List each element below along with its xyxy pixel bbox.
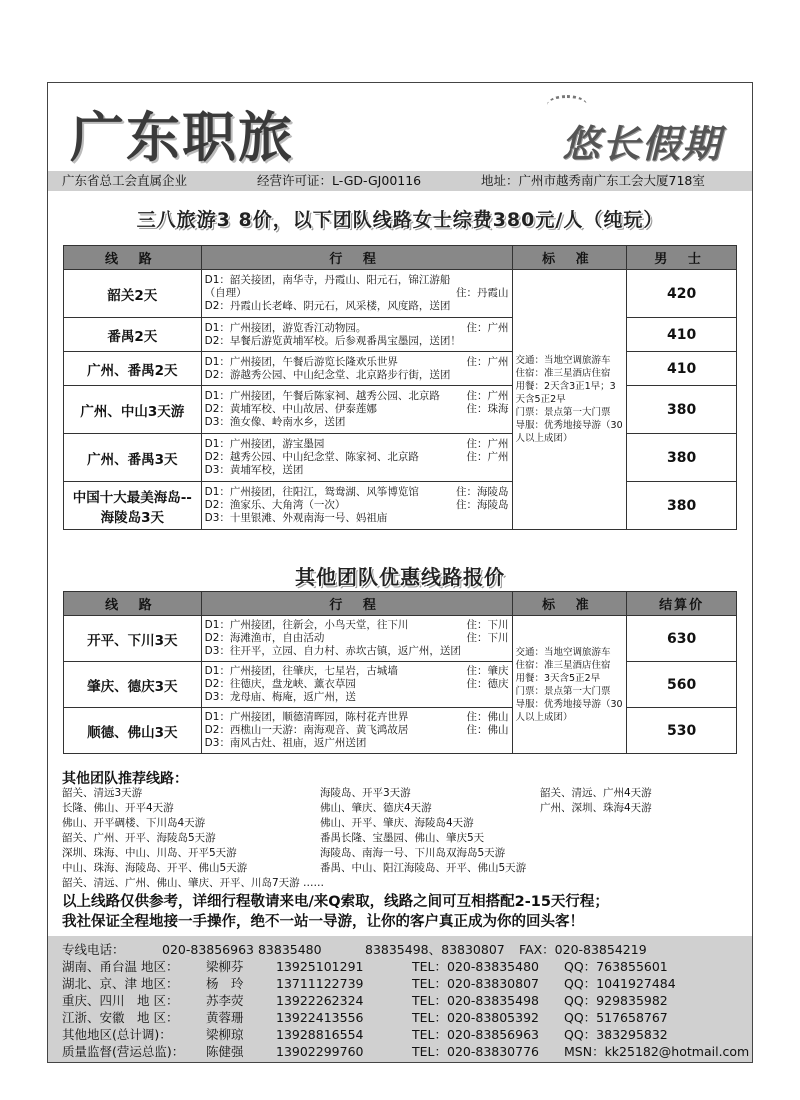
itinerary (201, 616, 512, 662)
itinerary-stay: 住：下川 (466, 619, 509, 631)
price-cell: 380 (627, 386, 737, 434)
itinerary-stay: 住：广州 (466, 390, 509, 402)
itinerary-day: （自理） (204, 287, 247, 299)
itinerary-line (205, 737, 509, 750)
itinerary-day: D3：往开平，立园、自力村、赤坎古镇，返广州，送团 (204, 645, 461, 657)
itinerary-line (205, 451, 509, 464)
recommend-item: 海陵岛、开平3天游 (320, 787, 411, 799)
recommend-item: 番禺、中山、阳江海陵岛、开平、佛山5天游 (320, 862, 527, 874)
itinerary-stay: 住：广州 (466, 438, 509, 450)
route-name: 番禺2天 (64, 318, 202, 352)
itinerary-line (205, 619, 509, 632)
recommend-item: 番禺长隆、宝墨园、佛山、肇庆5天 (320, 832, 485, 844)
itinerary-line (205, 403, 509, 416)
itinerary-day: D3：黄埔军校，送团 (204, 464, 304, 476)
col-header: 男 士 (627, 246, 737, 270)
col-header: 行 程 (201, 246, 512, 270)
recommend-item: 佛山、肇庆、德庆4天游 (320, 802, 432, 814)
itinerary (201, 708, 512, 754)
recommend-item: 佛山、开平碉楼、下川岛4天游 (62, 817, 206, 829)
itinerary-line (205, 322, 509, 335)
contact-phone: 13902299760 (276, 1044, 364, 1059)
contact-phone: 13928816554 (276, 1027, 364, 1042)
col-header: 标 准 (512, 592, 627, 616)
recommend-item: 韶关、清远、广州4天游 (540, 787, 652, 799)
recommend-item: 韶关、清远3天游 (62, 787, 143, 799)
itinerary-day: D2：渔家乐、大角湾（一次） (204, 499, 346, 511)
itinerary (201, 318, 512, 352)
contact-phone: 13711122739 (276, 976, 364, 991)
itinerary-stay: 住：广州 (466, 355, 509, 368)
itinerary-day: D2：越秀公园、中山纪念堂、陈家祠、北京路 (204, 451, 419, 463)
itinerary-line (205, 416, 509, 429)
col-header: 行 程 (201, 592, 512, 616)
price-cell: 410 (627, 352, 737, 386)
recommend-item: 韶关、广州、开平、海陵岛5天游 (62, 832, 216, 844)
table-row (64, 434, 737, 482)
itinerary-day: D3：十里银滩、外观南海一号、妈祖庙 (204, 512, 388, 524)
contact-phone: 13922262324 (276, 993, 364, 1008)
itinerary-stay: 住：海陵岛 (456, 499, 509, 511)
itinerary-stay: 住：珠海 (466, 403, 509, 415)
route-table-2 (63, 591, 737, 754)
info-bar (48, 171, 752, 191)
contact-tel: TEL：020-83835498 (412, 993, 539, 1008)
standard-info (512, 270, 627, 530)
itinerary-line (205, 438, 509, 451)
itinerary-day: D2：游越秀公园、中山纪念堂、北京路步行街，送团 (204, 368, 451, 381)
contact-qq: QQ：383295832 (564, 1027, 668, 1042)
company-label: 广东省总工会直属企业 (62, 173, 188, 188)
sun-icon (547, 95, 587, 115)
brand-logo-left: 广东职旅 (70, 105, 294, 169)
contact-qq: QQ：929835982 (564, 993, 668, 1008)
itinerary (201, 434, 512, 482)
notice-line: 以上线路仅供参考，详细行程敬请来电/来Q索取，线路之间可互相搭配2-15天行程； (62, 894, 609, 910)
itinerary-day: D2：西樵山一天游：南海观音、黄飞鸿故居 (204, 724, 409, 736)
table-row (64, 482, 737, 530)
table-row (64, 270, 737, 318)
recommend-item: 长隆、佛山、开平4天游 (62, 802, 174, 814)
itinerary-day: D1：广州接团，游览香江动物园。 (204, 321, 367, 334)
itinerary-stay: 住：广州 (466, 321, 509, 334)
itinerary-line (205, 645, 509, 658)
contact-tel: TEL：020-83835480 (412, 959, 539, 974)
route-name: 韶关2天 (64, 270, 202, 318)
contact-region: 湖南、甬台温 地区： (62, 959, 179, 974)
standard-line: 交通：当地空调旅游车 (515, 355, 611, 366)
contact-tel: FAX：020-83854219 (519, 942, 647, 957)
price-cell: 630 (627, 616, 737, 662)
banner-title: 三八旅游3 8价，以下团队线路女士综费380元/人（纯玩） (136, 209, 664, 231)
contact-region: 其他地区(总计调)： (62, 1027, 172, 1042)
itinerary (201, 482, 512, 530)
contact-name: 梁柳琼 (206, 1027, 244, 1042)
standard-line: 门票：景点第一大门票 (515, 407, 611, 418)
standard-line: 住宿：准三星酒店住宿 (515, 368, 611, 379)
itinerary-day: D2：丹霞山长老峰、阴元石，风采楼，风度路，送团 (204, 300, 451, 312)
itinerary-line (205, 691, 509, 704)
itinerary-day: D1：广州接团，顺德清晖园，陈村花卉世界 (204, 711, 409, 723)
contact-tel: TEL：020-83805392 (412, 1010, 539, 1025)
itinerary-line (205, 512, 509, 525)
recommend-title: 其他团队推荐线路： (62, 771, 188, 787)
itinerary-line (205, 464, 509, 477)
banner-other-routes: 其他团队优惠线路报价 (295, 565, 505, 589)
itinerary-line (205, 632, 509, 645)
notice-line: 我社保证全程地接一手操作，绝不一站一导游，让你的客户真正成为你的回头客！ (62, 914, 584, 930)
itinerary-day: D3：渔女像、岭南水乡，送团 (204, 416, 346, 428)
table-row (64, 708, 737, 754)
price-cell: 380 (627, 482, 737, 530)
itinerary-day: D2：早餐后游览黄埔军校。后参观番禺宝墨园，送团！ (204, 334, 461, 347)
contact-qq: QQ：517658767 (564, 1010, 668, 1025)
itinerary-day: D3：南风古灶、祖庙，返广州送团 (204, 737, 367, 749)
standard-line: 用餐：2天含3正1早；3天含5正2早 (515, 381, 616, 405)
itinerary-stay: 住：佛山 (466, 724, 509, 736)
itinerary-day: D1：广州接团，往阳江，鸳鸯湖、风筝博览馆 (204, 486, 419, 498)
itinerary-stay: 住：海陵岛 (456, 486, 509, 498)
itinerary-day: D1：广州接团，游宝墨园 (204, 438, 325, 450)
itinerary-stay: 住：下川 (466, 632, 509, 644)
itinerary-line (205, 499, 509, 512)
contact-name: 苏李荧 (206, 993, 244, 1008)
itinerary (201, 270, 512, 318)
address-label: 地址：广州市越秀南广东工会大厦718室 (481, 173, 705, 188)
route-name: 肇庆、德庆3天 (64, 662, 202, 708)
standard-line: 导服：优秀地接导游（30人以上成团） (515, 698, 623, 723)
contact-region: 专线电话： (62, 942, 125, 957)
price-cell: 380 (627, 434, 737, 482)
contact-tel: TEL：020-83856963 (412, 1027, 539, 1042)
license-label: 经营许可证：L-GD-GJ00116 (257, 173, 422, 188)
route-name: 广州、番禺3天 (64, 434, 202, 482)
contact-region: 质量监督(营运总监)： (62, 1044, 185, 1059)
route-name: 顺德、佛山3天 (64, 708, 202, 754)
recommend-item: 广州、深圳、珠海4天游 (540, 802, 652, 814)
itinerary-line (205, 274, 509, 287)
recommend-item: 深圳、珠海、中山、川岛、开平5天游 (62, 847, 237, 859)
contact-qq: QQ：763855601 (564, 959, 668, 974)
price-cell: 560 (627, 662, 737, 708)
itinerary (201, 662, 512, 708)
table-row (64, 386, 737, 434)
recommend-item: 佛山、开平、肇庆、海陵岛4天游 (320, 817, 474, 829)
itinerary-day: D1：广州接团，午餐后陈家祠、越秀公园、北京路 (204, 390, 440, 402)
table-row (64, 616, 737, 662)
contact-phone: 13922413556 (276, 1010, 364, 1025)
table-row (64, 662, 737, 708)
standard-line: 导服：优秀地接导游（30人以上成团） (515, 420, 623, 444)
itinerary-day: D1：韶关接团，南华寺，丹霞山、阳元石，锦江游船 (204, 274, 451, 286)
route-name: 开平、下川3天 (64, 616, 202, 662)
col-header: 线 路 (64, 246, 202, 270)
itinerary-day: D1：广州接团，往肇庆，七星岩，古城墙 (204, 665, 398, 677)
standard-info (512, 616, 627, 754)
itinerary-line (205, 678, 509, 691)
itinerary-line (205, 335, 509, 348)
standard-line: 用餐：3天含5正2早 (515, 672, 601, 684)
itinerary-day: D1：广州接团，往新会，小鸟天堂，往下川 (204, 619, 409, 631)
itinerary-line (205, 665, 509, 678)
itinerary-line (205, 287, 509, 300)
itinerary-stay: 住：德庆 (466, 678, 509, 690)
route-table-1 (63, 245, 737, 530)
contact-name: 陈健强 (206, 1044, 244, 1059)
recommend-item: 海陵岛、南海一号、下川岛双海岛5天游 (320, 847, 506, 859)
contact-region: 江浙、安徽 地 区： (62, 1010, 179, 1025)
contact-phone: 83835498、83830807 (365, 942, 505, 957)
itinerary (201, 386, 512, 434)
itinerary-line (205, 711, 509, 724)
itinerary (201, 352, 512, 386)
recommend-item: 韶关、清远、广州、佛山、肇庆、开平、川岛7天游 …… (62, 877, 325, 889)
route-name: 广州、中山3天游 (64, 386, 202, 434)
itinerary-line (205, 369, 509, 382)
itinerary-day: D2：黄埔军校、中山故居、伊泰莲娜 (204, 403, 377, 415)
itinerary-stay: 住：肇庆 (466, 665, 509, 677)
contact-phone: 13925101291 (276, 959, 364, 974)
itinerary-stay: 住：丹霞山 (456, 287, 509, 299)
contact-name: 黄蓉珊 (206, 1010, 244, 1025)
recommend-col-1 (62, 786, 324, 891)
notice (62, 892, 609, 932)
contact-name: 020-83856963 83835480 (162, 942, 322, 957)
itinerary-line (205, 724, 509, 737)
contact-qq: MSN：kk25182@hotmail.com (564, 1044, 750, 1059)
contact-name: 梁柳芬 (206, 959, 244, 974)
itinerary-stay: 住：佛山 (466, 711, 509, 723)
price-cell: 530 (627, 708, 737, 754)
route-name: 中国十大最美海岛--海陵岛3天 (64, 482, 202, 530)
itinerary-line (205, 356, 509, 369)
brand-logo-right: 悠长假期 (561, 121, 722, 166)
col-header: 标 准 (512, 246, 627, 270)
standard-line: 住宿：准三星酒店住宿 (515, 659, 611, 671)
itinerary-line (205, 390, 509, 403)
route-name: 广州、番禺2天 (64, 352, 202, 386)
itinerary-day: D3：龙母庙、梅庵，返广州，送 (204, 691, 356, 703)
contact-panel (48, 936, 752, 1062)
contact-qq: QQ：1041927484 (564, 976, 676, 991)
col-header: 线 路 (64, 592, 202, 616)
itinerary-day: D2：海滩渔市，自由活动 (204, 632, 325, 644)
contact-region: 湖北、京、津 地区： (62, 976, 179, 991)
recommend-col-2 (320, 786, 526, 876)
header (48, 83, 752, 171)
price-cell: 420 (627, 270, 737, 318)
contact-tel: TEL：020-83830807 (412, 976, 539, 991)
col-header: 结算价 (627, 592, 737, 616)
contact-tel: TEL：020-83830776 (412, 1044, 539, 1059)
itinerary-day: D1：广州接团，午餐后游览长隆欢乐世界 (204, 355, 398, 368)
itinerary-stay: 住：广州 (466, 451, 509, 463)
itinerary-line (205, 486, 509, 499)
itinerary-line (205, 300, 509, 313)
recommend-item: 中山、珠海、海陵岛、开平、佛山5天游 (62, 862, 248, 874)
table-row (64, 352, 737, 386)
standard-line: 门票：景点第一大门票 (515, 685, 611, 697)
itinerary-day: D2：往德庆，盘龙峡、薰衣草园 (204, 678, 356, 690)
standard-line: 交通：当地空调旅游车 (515, 646, 611, 658)
recommend-col-3 (540, 786, 652, 816)
price-cell: 410 (627, 318, 737, 352)
table-row (64, 318, 737, 352)
contact-name: 杨 玲 (206, 976, 244, 991)
contact-region: 重庆、四川 地 区： (62, 993, 179, 1008)
